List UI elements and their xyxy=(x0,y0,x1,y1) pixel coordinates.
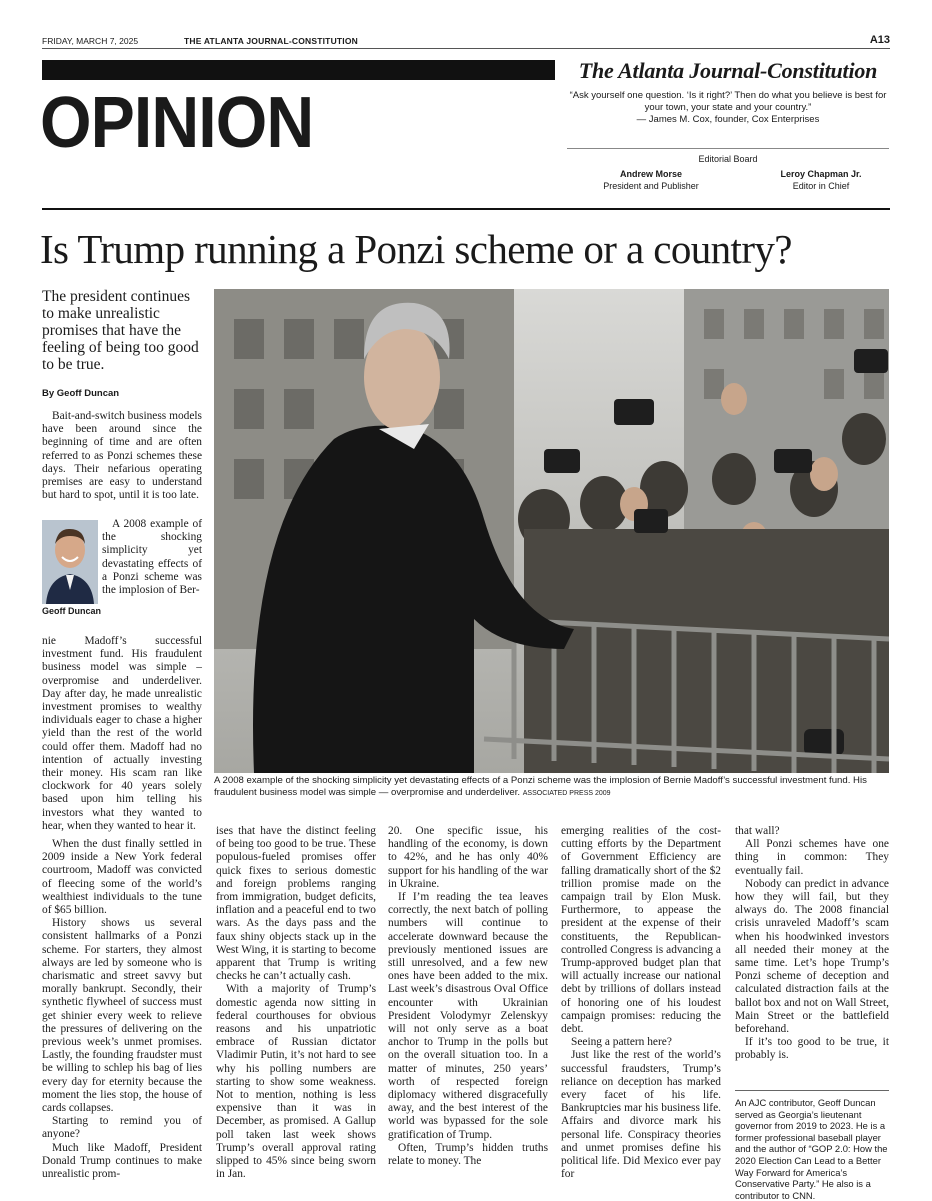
paragraph: emerging realities of the cost-cutting efforts by the Department of Government Efficiency are falling dramatically short of the $2 trillion promise made on the campaign trail by Elon Musk. Furthermore, to appease the president at the expense of their constituents, the Republican-controlled Congress is advancing a Trump-approved budget plan that will actually increase our national debt by trillions of dollars instead of honoring one of his loudest campaign promises: reducing the debt. xyxy=(561,825,721,1036)
issue-date: FRIDAY, MARCH 7, 2025 xyxy=(42,36,139,46)
paragraph: that wall? xyxy=(735,825,780,837)
lead-photo xyxy=(214,289,889,773)
header-rule xyxy=(42,208,890,210)
board-member-name: Andrew Morse xyxy=(619,169,682,179)
body-column-1-lower xyxy=(42,838,202,1181)
paragraph: 20. One specific issue, his handling of the economy, is down to 42%, and he has only 40% support for his handling of the war in Ukraine. xyxy=(388,825,548,890)
paragraph: Nobody can predict in advance how they will fail, but they always do. The 2008 financial crisis unraveled Madoff’s scam when his hoodwinked investors all needed their money at the same time. Let’s hope Trump’s Ponzi scheme of deception and calculated distraction fails at the ballot box and not on Wall Street, Main Street or the battlefield beforehand. xyxy=(735,877,889,1036)
paragraph: nie Madoff’s successful investment fund. His fraudulent business model was simple – overpromise and underdeliver. Day after day, he made unrealistic investment promises to wealthy individuals eager to chase a higher yield than the rest of the world could offer them. Madoff had no intention of actually investing their money. His scam ran like clockwork for 40 years solely based upon him telling his investors what they wanted to hear, when they wanted to hear it. xyxy=(42,635,202,832)
masthead-logo: The Atlanta Journal-Constitution xyxy=(578,58,878,83)
page-number: A13 xyxy=(869,34,890,46)
quote-attribution: — James M. Cox, founder, Cox Enterprises xyxy=(636,114,820,125)
paragraph: If it’s too good to be true, it probably is. xyxy=(735,1036,889,1062)
paragraph: Starting to remind you of anyone? xyxy=(42,1115,202,1141)
board-member-title: President and Publisher xyxy=(603,181,699,191)
author-photo-label: Geoff Duncan xyxy=(42,606,102,616)
article-headline: Is Trump running a Ponzi scheme or a country? xyxy=(40,226,792,272)
masthead-rule xyxy=(567,148,889,149)
body-column-2 xyxy=(216,825,376,1181)
board-member xyxy=(756,168,886,192)
body-column-4 xyxy=(561,825,721,1181)
paragraph: Bait-and-switch business models have been around since the beginning of time and are often referred to as Ponzi schemes these days. Their nefarious operating premises are easy to understand but hard to spot, until it is too late. xyxy=(42,410,202,502)
board-member-title: Editor in Chief xyxy=(792,181,850,191)
article-deck: The president continues to make unrealistic promises that have the feeling of being too good to be true. xyxy=(42,288,199,373)
paragraph: All Ponzi schemes have one thing in common: They eventually fail. xyxy=(735,838,889,877)
paper-name-small: THE ATLANTA JOURNAL-CONSTITUTION xyxy=(184,36,359,46)
editorial-board-title: Editorial Board xyxy=(698,154,758,164)
founder-quote: “Ask yourself one question. ‘Is it right?’ Then do what you believe is best for your town, your state and your country.” xyxy=(569,90,887,113)
photo-credit: ASSOCIATED PRESS 2009 xyxy=(522,790,611,797)
body-column-3 xyxy=(388,825,548,1168)
paragraph: Seeing a pattern here? xyxy=(571,1036,672,1049)
top-rule xyxy=(42,48,890,49)
bio-rule xyxy=(735,1090,889,1091)
paragraph: Just like the rest of the world’s successful fraudsters, Trump’s reliance on deception has marked every facet of his life. Bankruptcies mar his business life. Affairs and divorce mark his personal life. Conspiracy theories and unmet promises define his political life. Did Mexico ever pay for xyxy=(561,1049,721,1181)
photo-caption xyxy=(214,775,889,800)
paragraph: ises that have the distinct feeling of being too good to be true. These populous-fueled promises offer quick fixes to serious domestic and foreign problems ranging from immigration, budget deficits, inflation and a peaceful end to two wars. As the days pass and the faux shiny objects stack up in the West Wing, it is starting to become apparent that Trump is writing checks he can’t actually cash. xyxy=(216,825,376,983)
body-column-5 xyxy=(735,825,889,1063)
paragraph: Much like Madoff, President Donald Trump continues to make unrealistic prom- xyxy=(42,1141,202,1181)
wrapped-paragraph xyxy=(102,518,202,597)
board-member xyxy=(586,168,716,192)
paragraph: If I’m reading the tea leaves correctly, the next batch of polling numbers will continue to accelerate downward because the previously mentioned issues are still unresolved, and a few new ones have been added to the mix. Last week’s disastrous Oval Office encounter with Ukrainian President Volodymyr Zelenskyy will not only serve as a boat anchor to Trump in the polls but on the overall situation too. In a matter of minutes, 250 years’ worth of respected foreign diplomacy withered disgracefully away, and the best interest of the world was bypassed for the sole gratification of Trump. xyxy=(388,891,548,1141)
section-bar xyxy=(42,60,555,80)
author-photo xyxy=(42,520,98,604)
paragraph: History shows us several consistent hallmarks of a Ponzi scheme. For starters, they almost always are led by someone who is charismatic and street savvy but morally bankrupt. Secondly, their synthetic flywheel of success must get shinier every week to relieve the pressures of delivering on the previous week’s unmet promises. Lastly, the founding fraudster must be willing to schlep his bag of lies every day for eternity because the moment the lies stop, the house of cards collapses. xyxy=(42,917,202,1115)
body-column-1-continued xyxy=(42,635,202,833)
caption-text: A 2008 example of the shocking simplicity yet devastating effects of a Ponzi scheme was the implosion of Bernie Madoff’s successful investment fund. His fraudulent business model was simple — overpromise and underdeliver. xyxy=(214,775,867,798)
masthead xyxy=(567,58,889,126)
paragraph: Often, Trump’s hidden truths relate to money. The xyxy=(388,1141,548,1168)
body-column-1 xyxy=(42,410,202,502)
section-title: OPINION xyxy=(40,83,314,163)
byline: By Geoff Duncan xyxy=(42,388,120,399)
running-header xyxy=(42,34,890,48)
paragraph: With a majority of Trump’s domestic agenda now sitting in federal courthouses for obvious reasons and his unpatriotic embrace of Russian dictator Vladimir Putin, it’s not hard to see why his polling numbers are starting to show some weakness. Not to mention, nothing is less expensive than it was in December, as promised. A Gallup poll taken last week shows Trump’s overall approval rating slipped to 45% since being sworn in Jan. xyxy=(216,983,376,1181)
board-member-name: Leroy Chapman Jr. xyxy=(780,169,862,179)
paragraph: When the dust finally settled in 2009 inside a New York federal courtroom, Madoff was convicted of fleecing some of the world’s wealthiest individuals to the tune of $65 billion. xyxy=(42,838,202,917)
author-bio: An AJC contributor, Geoff Duncan served as Georgia’s lieutenant governor from 2019 to 2023. He is a former professional baseball player and the author of “GOP 2.0: How the 2020 Election Can Lead to a Better Way Forward for America’s Conservative Party.” He also is a contributor to CNN. xyxy=(735,1097,888,1201)
paragraph: A 2008 example of the shocking simplicity yet devastating effects of a Ponzi scheme was the implosion of Ber- xyxy=(102,518,202,597)
